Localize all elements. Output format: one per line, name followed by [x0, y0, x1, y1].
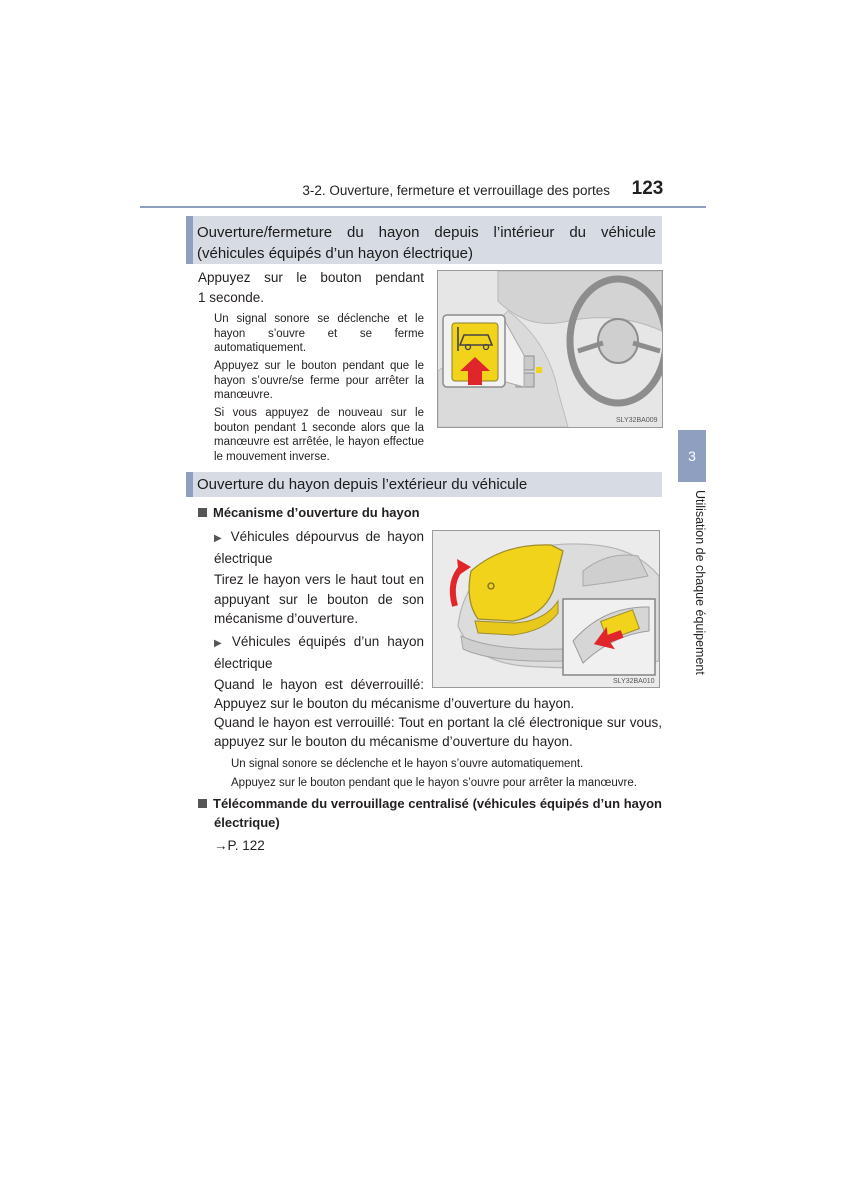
chapter-tab	[678, 430, 706, 482]
exterior-note-1: Un signal sonore se déclenche et le hayon s’ouvre automatiquement.	[231, 758, 584, 770]
subheading-opening-mechanism: Mécanisme d’ouverture du hayon	[198, 503, 438, 523]
intro-line2: 1 seconde.	[198, 290, 265, 305]
section-heading-interior	[186, 216, 662, 264]
item-with-power-tailgate: ▶ Véhicules équipés d’un hayon électrique	[214, 634, 424, 671]
exterior-tailgate-illustration	[433, 531, 659, 687]
header-rule	[140, 206, 706, 208]
page-number: 123	[631, 178, 664, 199]
section-heading-exterior	[186, 472, 662, 497]
running-header-title: 3-2. Ouverture, fermeture et verrouillage des portes	[302, 183, 610, 198]
section-heading-text: Ouverture du hayon depuis l’extérieur du véhicule	[197, 476, 528, 493]
figure-interior-button	[437, 270, 663, 428]
locked-line1: Quand le hayon est verrouillé: Tout en portant la clé électronique sur vous,	[214, 715, 662, 730]
figure-code: SLY32BA009	[616, 417, 658, 424]
note-3: Si vous appuyez de nouveau sur le bouton pendant 1 seconde alors que la manœuvre est arrêtée, le hayon effectue le mouvement inverse.	[214, 407, 424, 463]
triangle-bullet-icon: ▶	[214, 533, 225, 544]
interior-dashboard-illustration	[438, 271, 662, 427]
note-1: Un signal sonore se déclenche et le hayon s’ouvre et se ferme automatiquement.	[214, 313, 424, 354]
unlocked-line2: Appuyez sur le bouton du mécanisme d’ouverture du hayon.	[214, 696, 575, 711]
chapter-number: 3	[688, 448, 696, 464]
item-without-power-tailgate-text: Tirez le hayon vers le haut tout en appuyant sur le bouton de son mécanisme d’ouverture.	[214, 572, 424, 626]
section-heading-text: Ouverture/fermeture du hayon depuis l’intérieur du véhicule (véhicules équipés d’un hayon électrique)	[197, 224, 656, 262]
page-reference-link[interactable]: →P. 122	[214, 838, 265, 853]
triangle-bullet-icon: ▶	[214, 638, 226, 649]
figure-code: SLY32BA010	[613, 678, 655, 685]
intro-line1: Appuyez sur le bouton pendant	[198, 270, 424, 285]
square-bullet-icon	[198, 508, 207, 517]
chapter-title-vertical: Utilisation de chaque équipement	[693, 490, 707, 675]
unlocked-line1: Quand le hayon est déverrouillé:	[214, 677, 424, 692]
note-2: Appuyez sur le bouton pendant que le hayon s’ouvre/se ferme pour arrêter la manœuvre.	[214, 360, 424, 401]
exterior-note-2: Appuyez sur le bouton pendant que le hayon s’ouvre pour arrêter la manœuvre.	[231, 777, 637, 789]
square-bullet-icon	[198, 799, 207, 808]
locked-line2: appuyez sur le bouton du mécanisme d’ouverture du hayon.	[214, 734, 573, 749]
item-without-power-tailgate: ▶ Véhicules dépourvus de hayon électrique	[214, 529, 424, 566]
subheading-remote-line2: électrique)	[214, 815, 280, 830]
figure-exterior-tailgate	[432, 530, 660, 688]
subheading-remote-line1: Télécommande du verrouillage centralisé (véhicules équipés d’un hayon	[198, 794, 662, 814]
